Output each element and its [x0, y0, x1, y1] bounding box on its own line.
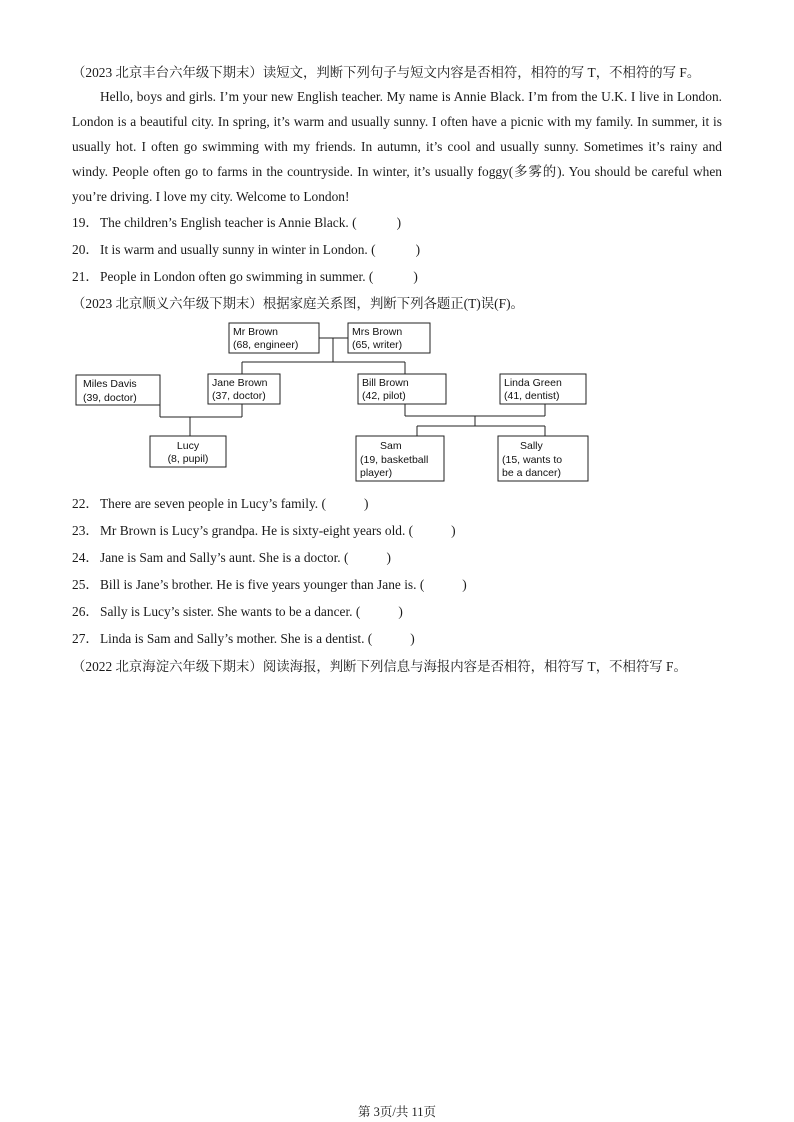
reading-passage: Hello, boys and girls. I’m your new English teacher. My name is Annie Black. I’m from the U.K. I live in London. London is a beautiful city. In spring, it’s warm and usually sunny. I often have a picnic with my family. In summer, it is usually hot. I often go swimming with my friends. In autumn, it’s cool and usually sunny. Sometimes it’s rainy and windy. People often go to farms in the countryside. In winter, it’s usually foggy(多雾的). You should be careful when you’re driving. I love my city. Welcome to London!	[72, 89, 722, 204]
question-text: Jane is Sam and Sally’s aunt. She is a doctor. (	[100, 550, 349, 565]
question-close: )	[386, 550, 391, 565]
node-linda-green	[500, 374, 586, 404]
node-name: Mrs Brown	[352, 326, 403, 338]
node-detail: (39, doctor)	[83, 392, 137, 404]
question-text: Sally is Lucy’s sister. She wants to be a dancer. (	[100, 604, 361, 619]
question-number: 21．	[72, 269, 99, 284]
question-number: 20．	[72, 242, 99, 257]
node-detail: (15, wants to	[502, 454, 563, 466]
node-name: Sam	[380, 440, 402, 452]
question-27	[72, 628, 415, 647]
node-miles-davis	[76, 375, 160, 405]
question-number: 22．	[72, 496, 99, 511]
section2-header: （2023 北京顺义六年级下期末）根据家庭关系图，判断下列各题正(T)误(F)。	[72, 296, 524, 311]
node-detail: player)	[360, 467, 393, 479]
question-number: 26．	[72, 604, 99, 619]
node-detail: (68, engineer)	[233, 339, 299, 351]
question-close: )	[451, 523, 456, 538]
question-text: The children’s English teacher is Annie Black. (	[100, 215, 357, 230]
question-close: )	[462, 577, 467, 592]
question-26	[72, 601, 403, 620]
node-name: Lucy	[176, 440, 200, 452]
node-detail: be a dancer)	[502, 467, 561, 479]
node-name: Bill Brown	[362, 377, 409, 389]
question-close: )	[413, 269, 418, 284]
node-mr-brown	[229, 323, 319, 353]
node-detail: (42, pilot)	[362, 390, 406, 402]
question-close: )	[415, 242, 421, 257]
question-23	[72, 520, 456, 539]
node-name: Jane Brown	[212, 377, 268, 389]
question-text: It is warm and usually sunny in winter in London. (	[100, 242, 376, 257]
question-close: )	[398, 604, 403, 619]
question-close: )	[396, 215, 402, 230]
question-text: Linda is Sam and Sally’s mother. She is a dentist. (	[100, 631, 373, 646]
node-detail: (8, pupil)	[167, 453, 209, 465]
question-close: )	[410, 631, 415, 646]
node-sally	[498, 436, 588, 481]
node-name: Miles Davis	[83, 378, 137, 390]
question-text: Mr Brown is Lucy’s grandpa. He is sixty-eight years old. (	[100, 523, 414, 538]
section3-header: （2022 北京海淀六年级下期末）阅读海报，判断下列信息与海报内容是否相符，相符写 T，不相符写 F。	[72, 659, 687, 674]
question-22	[72, 493, 368, 512]
node-name: Mr Brown	[233, 326, 278, 338]
node-mrs-brown	[348, 323, 430, 353]
node-bill-brown	[358, 374, 446, 404]
node-detail: (65, writer)	[352, 339, 403, 351]
node-detail: (37, doctor)	[212, 390, 266, 402]
question-number: 25．	[72, 577, 99, 592]
question-number: 23．	[72, 523, 99, 538]
node-jane-brown	[208, 374, 280, 404]
question-24	[72, 547, 391, 566]
question-close: )	[363, 496, 369, 511]
node-detail: (41, dentist)	[504, 390, 560, 402]
section1-header: （2023 北京丰台六年级下期末）读短文，判断下列句子与短文内容是否相符，相符的写 T，不相符的写 F。	[72, 65, 701, 80]
question-number: 24．	[72, 550, 99, 565]
node-name: Linda Green	[504, 377, 562, 389]
question-number: 19．	[72, 215, 99, 230]
question-number: 27．	[72, 631, 99, 646]
node-lucy	[150, 436, 226, 467]
node-detail: (19, basketball	[360, 454, 429, 466]
question-text: Bill is Jane’s brother. He is five years younger than Jane is. (	[100, 577, 425, 592]
node-name: Sally	[520, 440, 543, 452]
page-footer: 第 3页/共 11页	[357, 1105, 436, 1119]
node-sam	[356, 436, 444, 481]
question-text: There are seven people in Lucy’s family. (	[100, 496, 326, 511]
question-25	[72, 574, 467, 593]
question-text: People in London often go swimming in summer. (	[100, 269, 374, 284]
